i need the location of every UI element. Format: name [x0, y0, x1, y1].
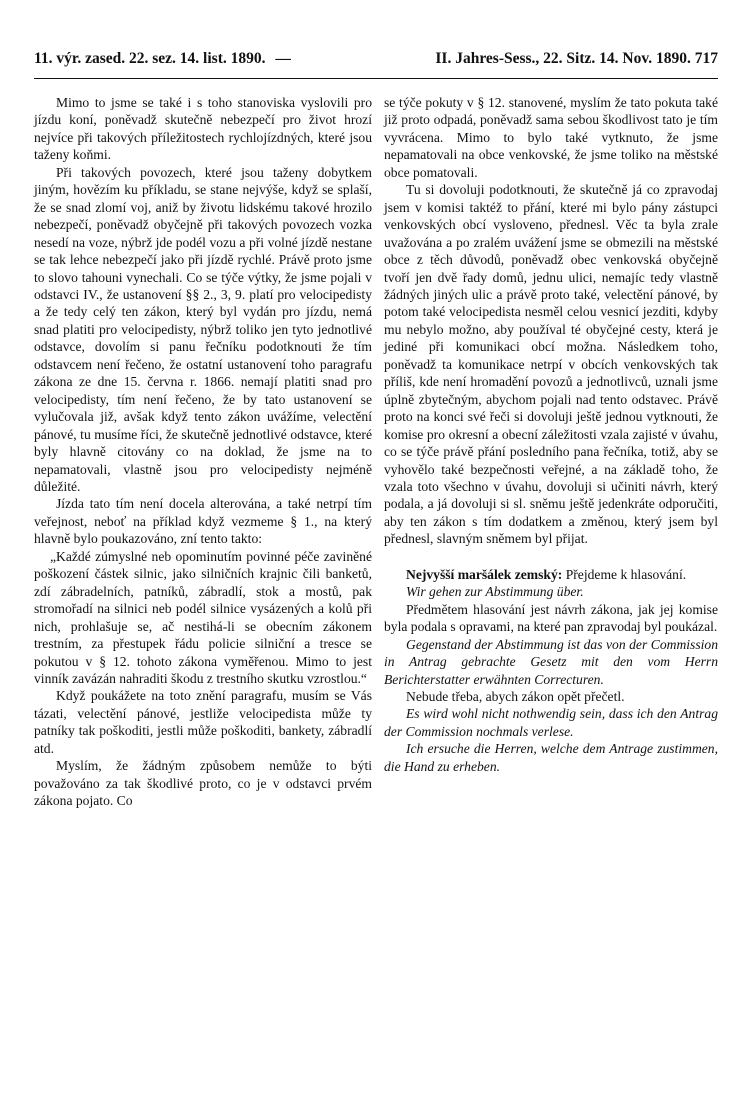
- left-column: [34, 94, 372, 810]
- speaker-name: Nejvyšší maršálek zemský:: [406, 566, 563, 582]
- header-czech-text: 11. výr. zased. 22. sez. 14. list. 1890.: [34, 50, 266, 67]
- german-paragraph: Es wird wohl nicht nothwendig sein, dass ich den Antrag der Commission nochmals verlese.: [384, 706, 718, 739]
- paragraph: Předmětem hlasování jest návrh zákona, jak jej komise byla podala s opravami, na které pan zpravodaj byl poukázal.: [384, 601, 718, 635]
- header-rule: [34, 78, 718, 79]
- paragraph: Tu si dovoluji podotknouti, že skutečně já co zpravodaj jsem v komisi taktéž to přání, které mi bylo pány zástupci venkovských obcí vysloveno, přednesl. Věc ta byla zrale uvažována a po zralém uvážení jsme se obmezili na městské obce z těch důvodů, poněvadž obec venkovská obyčejně tvoří jen dvě řady domů, jednu ulici, nemajíc tedy vlastně žádných jiných ulic a právě proto také, velectění pánové, by potom také velocipedista nesměl celou vesnicí jezditi, kdyby mu nebylo možno, aby používal té obyčejné cesty, která je jediné při komunikaci obcí možna. Následkem toho, poněvadž ta komunikace netrpí v obcích venkovských tak příliš, kde není hromadění povozů a jednotlivců, uznali jsme úplně zbytečným, abychom pojali nad tento odstavec. Právě proto na konci své řeči si dovoluji ještě jednou vytknouti, že komise pro okresní a obecní záležitosti vzala zajisté v úvahu, co se týče právě přání posledního pana řečníka, totiž, aby se vyhovělo také bezpečnosti veřejné, a na základě toho, že vzala toto všechno v úvahu, dovoluji si učiniti návrh, který podala, a já dovoluji si sl. sněmu ještě jedenkráte odporučiti, aby ten zákon s tím dodatkem a změnou, který jsem byl přednesl, slavným sněmem byl přijat.: [384, 182, 718, 547]
- german-paragraph: Ich ersuche die Herren, welche dem Antrage zustimmen, die Hand zu erheben.: [384, 741, 718, 774]
- running-header: [34, 46, 718, 72]
- paragraph: Nebude třeba, abych zákon opět přečetl.: [406, 688, 625, 704]
- quoted-law-paragraph: „Každé zúmyslné neb opominutím povinné péče zaviněné poškození částek silnic, jako silničních krajnic čili banketů, zdí zábradelních, patníků, zábradlí, stok a mostů, pak stromořadí na silnici neb podél silnice vysázených a kolů při nich, prohlašuje se, ač nestihá-li se obecním zákonem trestním, za přestupek řádu policie silniční a tresce se pokutou v § 12. tohoto zákona vyměřenou. Mimo to jest vinník zavázán nahraditi škodu z trestního skutku vzrostlou.“: [34, 548, 372, 686]
- paragraph: Při takových povozech, které jsou taženy dobytkem jiným, hovězím ku příkladu, se stane nejvýše, když se splaší, že se snad zlomí voj, aniž by životu lidskému takové hrozilo nebezpečí, poněvadž obyčejně při takových povozech vozka nesedí na voze, nýbrž jde podél vozu a při volné jízdě nestane se tak lehce nebezpečí jako při jízdě rychlé. Právě proto jsme to slovo tahouni vynechali. Co se týče výtky, že jsme pojali v odstavci IV., že ustanovení §§ 2., 3, 9. platí pro velocipedisty a že tedy celý ten zákon, který byl vydán pro jízdu, nemá snad platiti pro velocipedisty, nýbrž toliko jen tyto jednotlivé odstavce, dovolím si panu řečníku podotknouti že tím odstavcem není řečeno, že ostatní ustanovení toho paragrafu zákona ze dne 15. června r. 1866. nemají platiti snad pro velocipedisty, tím není řečeno, že by tato ustanovení se vylučovala již, avšak když tento zákon uvážíme, velectění pánové, tu musíme říci, že skutečně jednotlivé odstavce, které byly hlavně citovány co na doklad, že jsme na to nepamatovali, vlastně jsou pro velocipedisty nejméně důležité.: [34, 164, 372, 494]
- header-dash: —: [275, 50, 291, 67]
- paragraph: Když poukážete na toto znění paragrafu, musím se Vás tázati, velectění pánové, jestliže velocipedista může ty patníky tak poškoditi, jestli může poškoditi, bankety, zábradlí atd.: [34, 688, 372, 756]
- paragraph: Myslím, že žádným způsobem nemůže to býti považováno za tak škodlivé proto, co je v odstavci prvém zákona pojato. Co: [34, 758, 372, 809]
- paragraph: Mimo to jsme se také i s toho stanoviska vyslovili pro jízdu koní, poněvadž skutečně nebezpečí pro život hrozí nejvíce při takových příležitostech rychlojízdných, které jsou taženy koňmi.: [34, 95, 372, 163]
- section-gap: [384, 548, 718, 566]
- header-german: II. Jahres-Sess., 22. Sitz. 14. Nov. 1890. 717: [435, 50, 718, 67]
- german-paragraph: Wir gehen zur Abstimmung über.: [406, 584, 584, 600]
- right-column: [384, 94, 718, 775]
- paragraph: se týče pokuty v § 12. stanovené, myslím že tato pokuta také již proto odpadá, poněvadž sama sebou škodlivost tato je tím vyvrácena. Mimo to bylo také vytknuto, že jsme nepamatovali na obce venkovské, že jsme toliko na městské obce pomatovali.: [384, 95, 718, 180]
- header-czech: [34, 46, 291, 72]
- speech-text: Přejdeme k hlasování.: [562, 566, 687, 582]
- speaker-paragraph: [384, 566, 718, 583]
- german-paragraph: Gegenstand der Abstimmung ist das von der Commission in Antrag gebrachte Gesetz mit den vom Herrn Berichterstatter erwähnten Correcturen.: [384, 636, 718, 687]
- paragraph: Jízda tato tím není docela alterována, a také netrpí tím veřejnost, neboť na příklad když vezmeme § 1., na který hlavně bylo poukazováno, zní tento takto:: [34, 496, 372, 547]
